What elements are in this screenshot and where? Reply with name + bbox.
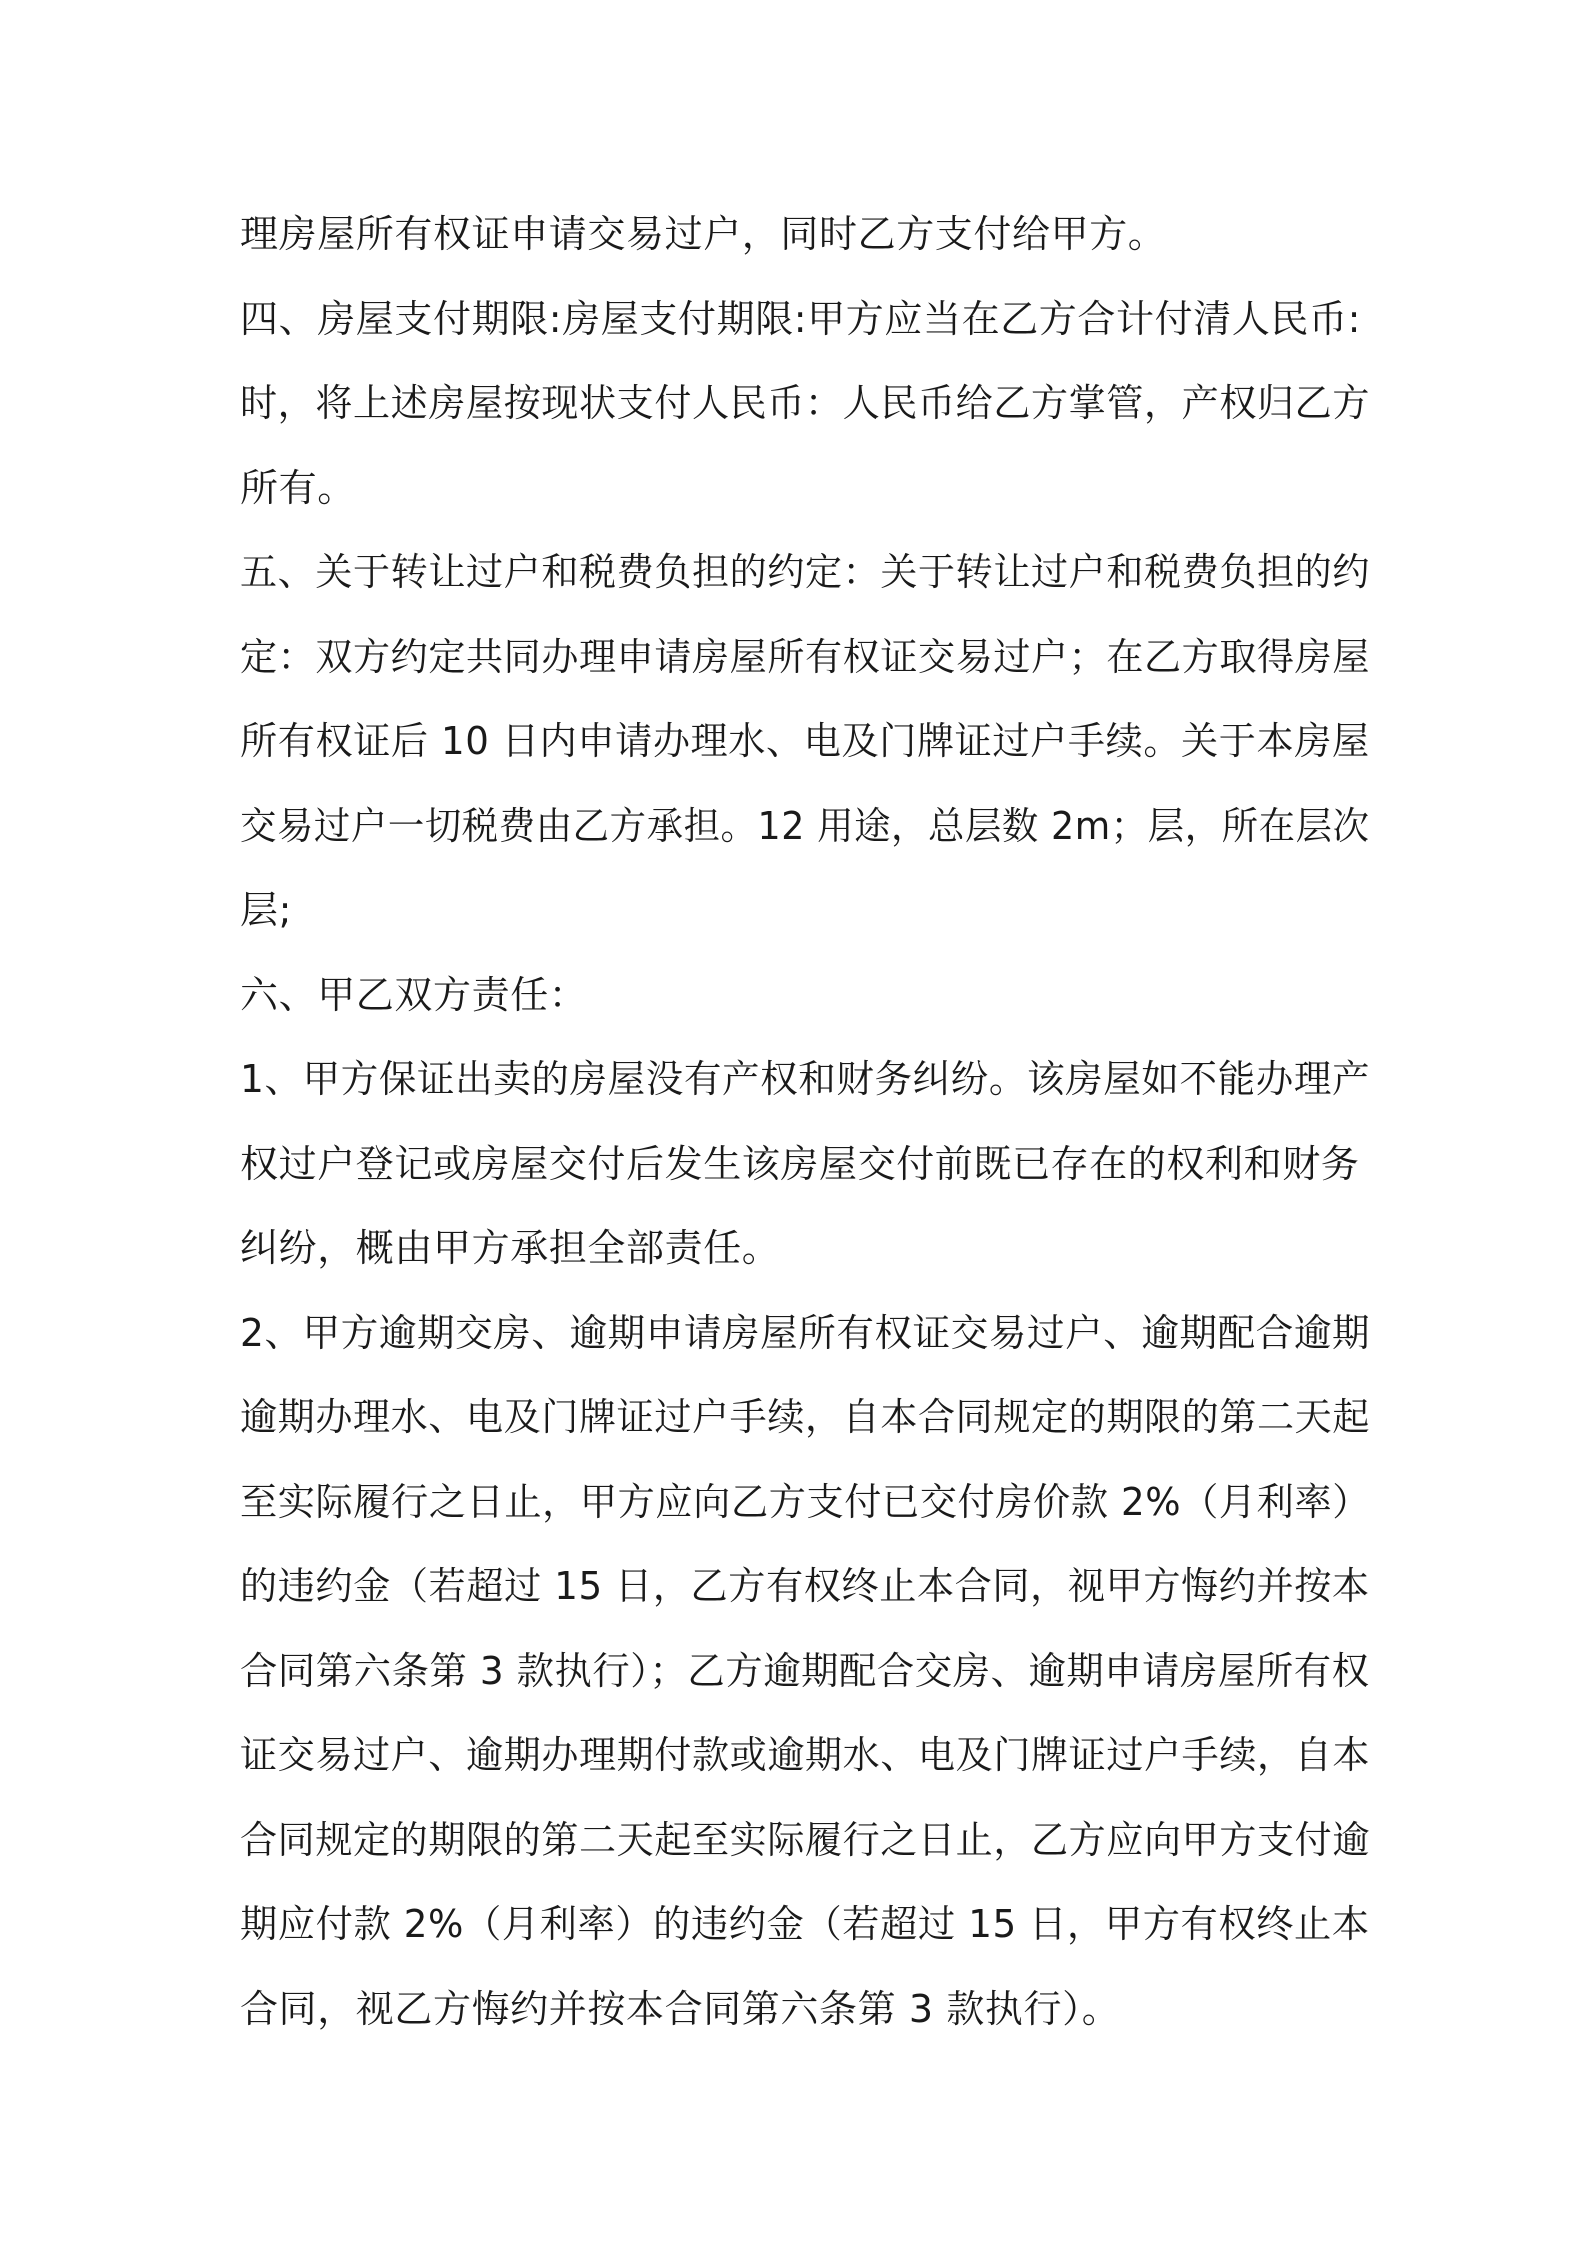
text-line: 理房屋所有权证申请交易过户，同时乙方支付给甲方。 (240, 212, 1167, 256)
text-line: 纠纷，概由甲方承担全部责任。 (240, 1226, 781, 1270)
section-5-heading-line: 五、关于转让过户和税费负担的约定：关于转让过户和税费负担的约 (240, 550, 1371, 594)
text-line: 所有权证后 10 日内申请办理水、电及门牌证过户手续。关于本房屋 (240, 719, 1370, 763)
clause-1-line: 1、甲方保证出卖的房屋没有产权和财务纠纷。该房屋如不能办理产 (240, 1057, 1371, 1101)
section-6-heading: 六、甲乙双方责任： (240, 972, 588, 1017)
text-line: 合同第六条第 3 款执行）；乙方逾期配合交房、逾期申请房屋所有权 (240, 1648, 1370, 1693)
contract-text (240, 192, 1370, 2051)
text-line: 期应付款 2%（月利率）的违约金（若超过 15 日，甲方有权终止本 (240, 1902, 1370, 1946)
text-line: 合同，视乙方悔约并按本合同第六条第 3 款执行）。 (240, 1986, 1121, 2031)
text-line: 的违约金（若超过 15 日，乙方有权终止本合同，视甲方悔约并按本 (240, 1564, 1370, 1608)
section-4-heading-line: 四、房屋支付期限:房屋支付期限:甲方应当在乙方合计付清人民币: (240, 296, 1362, 341)
text-line: 权过户登记或房屋交付后发生该房屋交付前既已存在的权利和财务 (240, 1141, 1360, 1186)
text-line: 层; (240, 888, 293, 932)
text-line: 定：双方约定共同办理申请房屋所有权证交易过户；在乙方取得房屋 (240, 634, 1371, 679)
text-line: 交易过户一切税费由乙方承担。12 用途，总层数 2m；层，所在层次 (240, 803, 1370, 848)
text-line: 时，将上述房屋按现状支付人民币：人民币给乙方掌管，产权归乙方 (240, 381, 1371, 425)
text-line: 所有。 (240, 465, 356, 510)
text-line: 逾期办理水、电及门牌证过户手续，自本合同规定的期限的第二天起 (240, 1395, 1371, 1439)
text-line: 证交易过户、逾期办理期付款或逾期水、电及门牌证过户手续，自本 (240, 1733, 1371, 1777)
clause-2-line: 2、甲方逾期交房、逾期申请房屋所有权证交易过户、逾期配合逾期 (240, 1310, 1371, 1355)
text-line: 合同规定的期限的第二天起至实际履行之日止，乙方应向甲方支付逾 (240, 1817, 1371, 1862)
text-line: 至实际履行之日止，甲方应向乙方支付已交付房价款 2%（月利率） (240, 1479, 1370, 1524)
